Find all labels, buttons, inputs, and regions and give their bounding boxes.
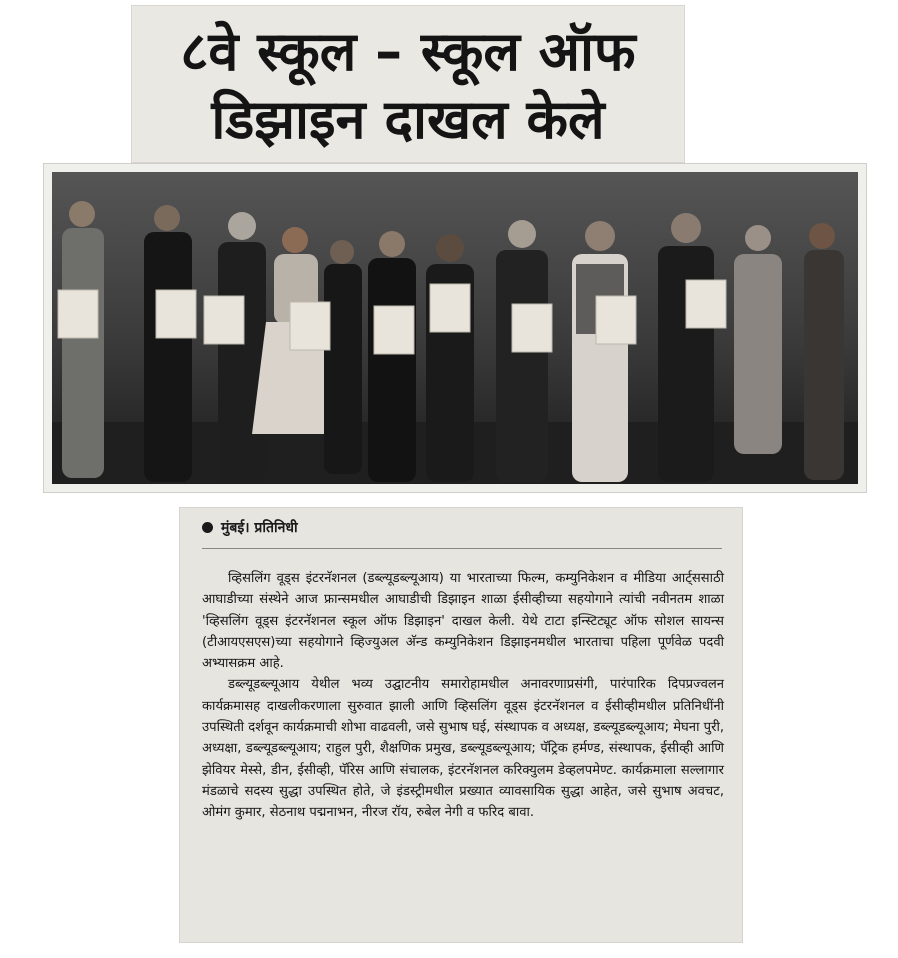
event-photograph (52, 172, 858, 484)
headline-line-2: डिझाइन दाखल केले (211, 88, 605, 151)
headline-clipping (132, 6, 684, 162)
photo-clipping (44, 164, 866, 492)
headline-line-1: ८वे स्कूल – स्कूल ऑफ (180, 20, 636, 83)
byline (202, 514, 298, 540)
byline-divider (202, 548, 722, 549)
bullet-icon (202, 522, 213, 533)
article-clipping (180, 508, 742, 942)
photo-illustration (52, 172, 858, 484)
article-body (202, 568, 724, 824)
paragraph-1: व्हिसलिंग वूड्स इंटरनॅशनल (डब्ल्यूडब्ल्यूआय) या भारताच्या फिल्म, कम्युनिकेशन व मीडिया आर्ट्ससाठी आघाडीच्या संस्थेने आज फ्रान्समधील आघाडीची डिझाइन शाळा ईसीव्हीच्या सहयोगाने त्यांची नवीनतम शाळा 'व्हिसलिंग वूड्स इंटरनॅशनल स्कूल ऑफ डिझाइन' दाखल केली. येथे टाटा इन्स्टिट्यूट ऑफ सोशल सायन्स (टीआयएसएस)च्या सहयोगाने व्हिज्युअल अ‍ॅन्ड कम्युनिकेशन डिझाइनमधील भारताचा पहिला पूर्णवेळ पदवी अभ्यासक्रम आहे. (202, 571, 724, 672)
paragraph-2: डब्ल्यूडब्ल्यूआय येथील भव्य उद्घाटनीय समारोहामधील अनावरणाप्रसंगी, पारंपारिक दिपप्रज्वलन कार्यक्रमासह दाखलीकरणाला सुरुवात झाली आणि व्हिसलिंग वूड्स इंटरनॅशनल व ईसीव्हीमधील प्रतिनिधींनी उपस्थिती दर्शवून कार्यक्रमाची शोभा वाढवली, जसे सुभाष घई, संस्थापक व अध्यक्ष, डब्ल्यूडब्ल्यूआय; मेघना पुरी, अध्यक्षा, डब्ल्यूडब्ल्यूआय; राहुल पुरी, शैक्षणिक प्रमुख, डब्ल्यूडब्ल्यूआय; पॅट्रिक हर्मण्ड, संस्थापक, ईसीव्ही आणि झेवियर मेस्से, डीन, ईसीव्ही, पॅरिस आणि संचालक, इंटरनॅशनल करिक्युलम डेव्हलपमेण्ट. कार्यक्रमाला सल्लागार मंडळाचे सदस्य सुद्धा उपस्थित होते, जे इंडस्ट्रीमधील प्रख्यात व्यावसायिक सुद्धा आहेत, जसे सुभाष अवचट, ओमंग कुमार, सेठनाथ पद्मनाभन, नीरज रॉय, रुबेल नेगी व फरिद बावा. (202, 677, 724, 821)
byline-text: मुंबई। प्रतिनिधी (221, 519, 298, 536)
